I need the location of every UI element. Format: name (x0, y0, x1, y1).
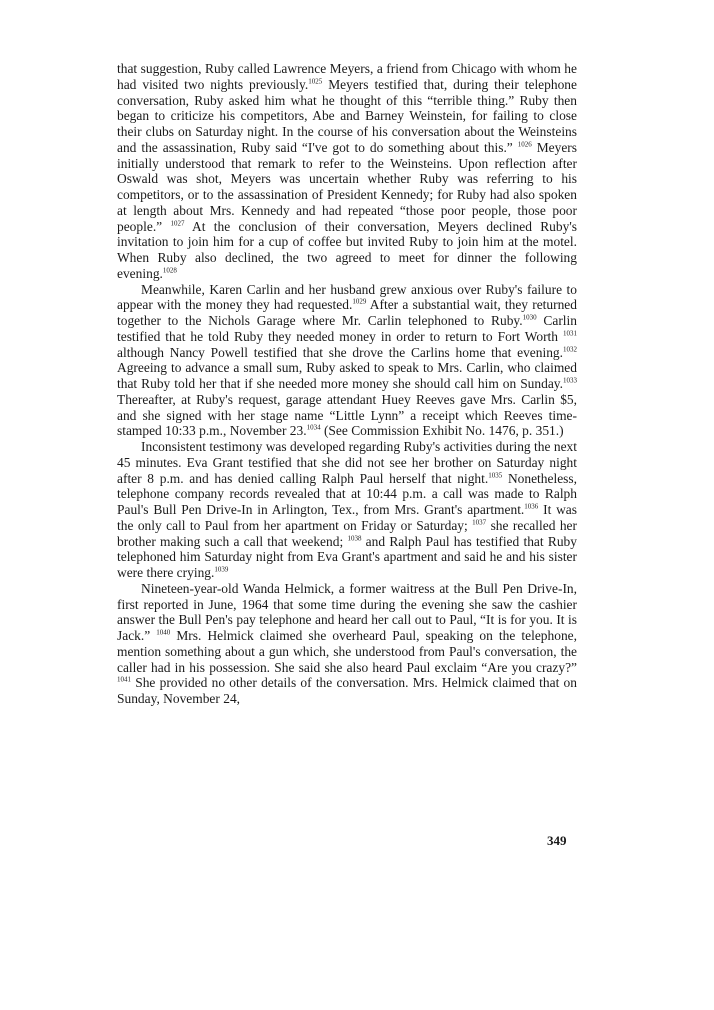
footnote-reference: 1032 (563, 345, 577, 354)
text-run: She provided no other details of the conversation. Mrs. Helmick claimed that on Sunday, November 24, (117, 675, 577, 706)
page-number: 349 (547, 833, 567, 848)
footnote-reference: 1030 (522, 313, 537, 322)
text-run: At the conclusion of their conversation, Meyers declined Ruby's invitation to join him for a cup of coffee but invited Ruby to join him at the motel. When Ruby also declined, the two agreed to meet for dinner the following evening. (117, 218, 577, 281)
text-run: Meanwhile, Karen Carlin and her husband grew anxious over Ruby's failure to appear with the money they had requested. (117, 281, 577, 313)
paragraph (117, 439, 577, 581)
text-run: Nineteen-year-old Wanda Helmick, a former waitress at the Bull Pen Drive-In, first reported in June, 1964 that some time during the evening she saw the cashier answer the Bull Pen's pay telephone and heard her call out to Paul, “It is for you. It is Jack.” (117, 580, 577, 643)
footnote-reference: 1027 (170, 219, 185, 228)
paragraph (117, 282, 577, 440)
text-run: Carlin testified that he told Ruby they needed money in order to return to Fort Worth (117, 313, 577, 344)
text-run: Nonetheless, telephone company records revealed that at 10:44 p.m. a call was made to Ralph Paul's Bull Pen Drive-In in Arlington, Tex., from Mrs. Grant's apartment. (117, 470, 577, 517)
footnote-reference: 1033 (563, 376, 577, 385)
footnote-reference: 1031 (563, 329, 577, 338)
text-run: Meyers initially understood that remark to refer to the Weinsteins. Upon reflection after Oswald was shot, Meyers was uncertain whether Ruby was referring to his competitors, or to the assassination of President Kennedy; for Ruby had also spoken at length about Mrs. Kennedy and had repeated “those poor people, those poor people.” (117, 139, 577, 234)
text-run: Meyers testified that, during their telephone conversation, Ruby asked him what he thought of this “terrible thing.” Ruby then began to criticize his competitors, Abe and Barney Weinstein, for failing to close their clubs on Saturday night. In the course of his conversation about the Weinsteins and the assassination, Ruby said “I've got to do something about this.” (117, 76, 577, 155)
body-text (117, 61, 577, 707)
text-run: Agreeing to advance a small sum, Ruby asked to speak to Mrs. Carlin, who claimed that Ruby told her that if she needed more money she should call him on Sunday. (117, 360, 577, 391)
text-run: Inconsistent testimony was developed regarding Ruby's activities during the next 45 minutes. Eva Grant testified that she did not see her brother on Saturday night after 8 p.m. and has denied calling Ralph Paul herself that night. (117, 439, 577, 486)
text-run: It was the only call to Paul from her apartment on Friday or Saturday; (117, 502, 577, 533)
text-run: Thereafter, at Ruby's request, garage attendant Huey Reeves gave Mrs. Carlin $5, and she signed with her stage name “Little Lynn” a receipt which Reeves time-stamped 10:33 p.m., November 23. (117, 391, 577, 439)
document-page (117, 61, 577, 707)
text-run: she recalled her brother making such a call that weekend; (117, 517, 577, 549)
footnote-reference: 1029 (352, 297, 367, 306)
footnote-reference: 1040 (156, 628, 171, 637)
footnote-reference: 1038 (347, 534, 362, 543)
text-run: After a substantial wait, they returned together to the Nichols Garage where Mr. Carlin telephoned to Ruby. (117, 297, 577, 328)
footnote-reference: 1028 (162, 266, 177, 275)
paragraph (117, 61, 577, 282)
footnote-reference: 1037 (472, 518, 487, 527)
text-run: that suggestion, Ruby called Lawrence Meyers, a friend from Chicago with whom he had visited two nights previously. (117, 61, 577, 92)
footnote-reference: 1041 (117, 675, 131, 684)
footnote-reference: 1039 (214, 565, 229, 574)
text-run: (See Commission Exhibit No. 1476, p. 351.) (320, 423, 564, 439)
footnote-reference: 1034 (306, 423, 321, 432)
text-run: and Ralph Paul has testified that Ruby telephoned him Saturday night from Eva Grant's apartment and said he and his sister were there crying. (117, 533, 577, 580)
footnote-reference: 1035 (488, 471, 503, 480)
footnote-reference: 1025 (308, 77, 323, 86)
footnote-reference: 1036 (524, 502, 539, 511)
footnote-reference: 1026 (517, 140, 532, 149)
text-run: Mrs. Helmick claimed she overheard Paul, speaking on the telephone, mention something about a gun which, she understood from Paul's conversation, the caller had in his possession. She said she also heard Paul exclaim “Are you crazy?” (117, 628, 577, 675)
paragraph (117, 581, 577, 707)
text-run: although Nancy Powell testified that she drove the Carlins home that evening. (117, 344, 563, 360)
